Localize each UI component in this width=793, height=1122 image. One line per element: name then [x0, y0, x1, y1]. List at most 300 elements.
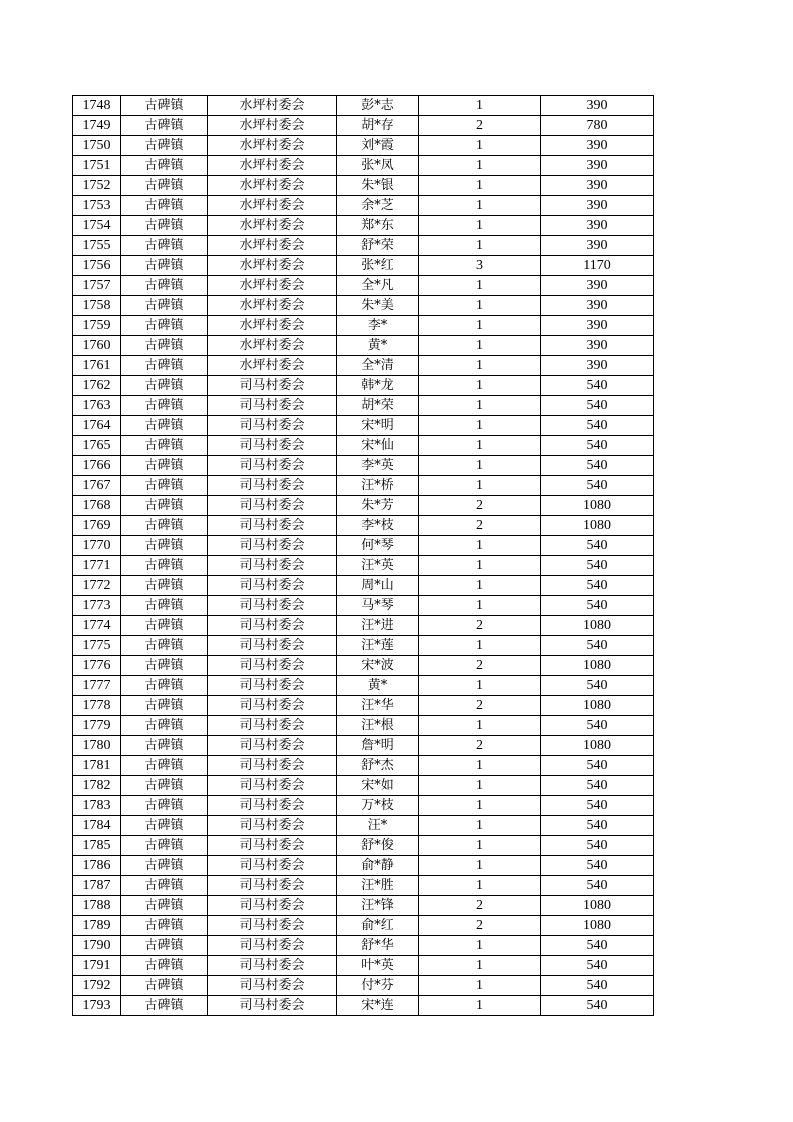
table-row [73, 656, 654, 676]
amount-cell: 540 [541, 576, 654, 596]
row-number-cell: 1771 [73, 556, 121, 576]
count-cell: 1 [419, 136, 541, 156]
name-cell: 周*山 [337, 576, 419, 596]
table-row [73, 276, 654, 296]
village-committee-cell: 司马村委会 [208, 736, 337, 756]
name-cell: 刘*霞 [337, 136, 419, 156]
count-cell: 1 [419, 216, 541, 236]
name-cell: 胡*存 [337, 116, 419, 136]
village-committee-cell: 司马村委会 [208, 696, 337, 716]
village-committee-cell: 司马村委会 [208, 596, 337, 616]
village-committee-cell: 司马村委会 [208, 836, 337, 856]
row-number-cell: 1793 [73, 996, 121, 1016]
name-cell: 舒*杰 [337, 756, 419, 776]
town-cell: 古碑镇 [121, 356, 208, 376]
row-number-cell: 1790 [73, 936, 121, 956]
village-committee-cell: 司马村委会 [208, 756, 337, 776]
town-cell: 古碑镇 [121, 756, 208, 776]
table-row [73, 316, 654, 336]
village-committee-cell: 司马村委会 [208, 936, 337, 956]
village-committee-cell: 水坪村委会 [208, 136, 337, 156]
town-cell: 古碑镇 [121, 836, 208, 856]
count-cell: 2 [419, 116, 541, 136]
name-cell: 郑*东 [337, 216, 419, 236]
town-cell: 古碑镇 [121, 456, 208, 476]
table-row [73, 676, 654, 696]
count-cell: 2 [419, 696, 541, 716]
town-cell: 古碑镇 [121, 796, 208, 816]
table-row [73, 876, 654, 896]
town-cell: 古碑镇 [121, 896, 208, 916]
village-committee-cell: 司马村委会 [208, 496, 337, 516]
row-number-cell: 1773 [73, 596, 121, 616]
village-committee-cell: 司马村委会 [208, 656, 337, 676]
count-cell: 1 [419, 596, 541, 616]
table-row [73, 616, 654, 636]
amount-cell: 540 [541, 796, 654, 816]
amount-cell: 540 [541, 476, 654, 496]
count-cell: 2 [419, 616, 541, 636]
village-committee-cell: 司马村委会 [208, 776, 337, 796]
row-number-cell: 1770 [73, 536, 121, 556]
amount-cell: 540 [541, 376, 654, 396]
town-cell: 古碑镇 [121, 656, 208, 676]
table-row [73, 796, 654, 816]
name-cell: 付*芬 [337, 976, 419, 996]
count-cell: 1 [419, 356, 541, 376]
town-cell: 古碑镇 [121, 816, 208, 836]
row-number-cell: 1776 [73, 656, 121, 676]
name-cell: 詹*明 [337, 736, 419, 756]
name-cell: 汪*桥 [337, 476, 419, 496]
amount-cell: 390 [541, 136, 654, 156]
name-cell: 全*清 [337, 356, 419, 376]
row-number-cell: 1750 [73, 136, 121, 156]
count-cell: 1 [419, 956, 541, 976]
town-cell: 古碑镇 [121, 616, 208, 636]
town-cell: 古碑镇 [121, 936, 208, 956]
name-cell: 汪*锋 [337, 896, 419, 916]
village-committee-cell: 司马村委会 [208, 896, 337, 916]
name-cell: 汪*莲 [337, 636, 419, 656]
village-committee-cell: 水坪村委会 [208, 116, 337, 136]
town-cell: 古碑镇 [121, 996, 208, 1016]
village-committee-cell: 水坪村委会 [208, 256, 337, 276]
name-cell: 张*红 [337, 256, 419, 276]
amount-cell: 390 [541, 156, 654, 176]
amount-cell: 540 [541, 716, 654, 736]
row-number-cell: 1779 [73, 716, 121, 736]
count-cell: 1 [419, 276, 541, 296]
row-number-cell: 1792 [73, 976, 121, 996]
row-number-cell: 1782 [73, 776, 121, 796]
table-row [73, 596, 654, 616]
village-committee-cell: 水坪村委会 [208, 276, 337, 296]
village-committee-cell: 司马村委会 [208, 516, 337, 536]
name-cell: 朱*银 [337, 176, 419, 196]
row-number-cell: 1785 [73, 836, 121, 856]
amount-cell: 390 [541, 96, 654, 116]
row-number-cell: 1749 [73, 116, 121, 136]
town-cell: 古碑镇 [121, 116, 208, 136]
count-cell: 1 [419, 456, 541, 476]
count-cell: 1 [419, 376, 541, 396]
row-number-cell: 1759 [73, 316, 121, 336]
name-cell: 汪*华 [337, 696, 419, 716]
amount-cell: 1080 [541, 496, 654, 516]
town-cell: 古碑镇 [121, 156, 208, 176]
town-cell: 古碑镇 [121, 556, 208, 576]
name-cell: 汪*胜 [337, 876, 419, 896]
row-number-cell: 1783 [73, 796, 121, 816]
amount-cell: 1170 [541, 256, 654, 276]
row-number-cell: 1784 [73, 816, 121, 836]
table-row [73, 736, 654, 756]
row-number-cell: 1762 [73, 376, 121, 396]
table-row [73, 416, 654, 436]
town-cell: 古碑镇 [121, 576, 208, 596]
amount-cell: 1080 [541, 896, 654, 916]
count-cell: 1 [419, 856, 541, 876]
amount-cell: 540 [541, 456, 654, 476]
town-cell: 古碑镇 [121, 256, 208, 276]
row-number-cell: 1766 [73, 456, 121, 476]
town-cell: 古碑镇 [121, 336, 208, 356]
table-body [73, 96, 654, 1016]
name-cell: 彭*志 [337, 96, 419, 116]
table-row [73, 136, 654, 156]
row-number-cell: 1752 [73, 176, 121, 196]
town-cell: 古碑镇 [121, 676, 208, 696]
name-cell: 朱*芳 [337, 496, 419, 516]
count-cell: 2 [419, 516, 541, 536]
town-cell: 古碑镇 [121, 276, 208, 296]
table-row [73, 336, 654, 356]
count-cell: 2 [419, 736, 541, 756]
count-cell: 1 [419, 636, 541, 656]
count-cell: 1 [419, 836, 541, 856]
row-number-cell: 1786 [73, 856, 121, 876]
name-cell: 黄* [337, 676, 419, 696]
village-committee-cell: 司马村委会 [208, 476, 337, 496]
name-cell: 俞*红 [337, 916, 419, 936]
name-cell: 宋*明 [337, 416, 419, 436]
row-number-cell: 1764 [73, 416, 121, 436]
count-cell: 1 [419, 336, 541, 356]
village-committee-cell: 司马村委会 [208, 536, 337, 556]
row-number-cell: 1780 [73, 736, 121, 756]
row-number-cell: 1760 [73, 336, 121, 356]
town-cell: 古碑镇 [121, 856, 208, 876]
amount-cell: 780 [541, 116, 654, 136]
table-row [73, 476, 654, 496]
name-cell: 舒*荣 [337, 236, 419, 256]
count-cell: 1 [419, 576, 541, 596]
table-row [73, 516, 654, 536]
table-row [73, 896, 654, 916]
amount-cell: 540 [541, 956, 654, 976]
village-committee-cell: 水坪村委会 [208, 96, 337, 116]
town-cell: 古碑镇 [121, 216, 208, 236]
amount-cell: 540 [541, 556, 654, 576]
row-number-cell: 1777 [73, 676, 121, 696]
amount-cell: 1080 [541, 516, 654, 536]
village-committee-cell: 水坪村委会 [208, 176, 337, 196]
village-committee-cell: 司马村委会 [208, 416, 337, 436]
row-number-cell: 1769 [73, 516, 121, 536]
amount-cell: 390 [541, 236, 654, 256]
count-cell: 1 [419, 996, 541, 1016]
village-committee-cell: 司马村委会 [208, 916, 337, 936]
table-row [73, 216, 654, 236]
town-cell: 古碑镇 [121, 596, 208, 616]
name-cell: 宋*波 [337, 656, 419, 676]
village-committee-cell: 司马村委会 [208, 456, 337, 476]
count-cell: 2 [419, 656, 541, 676]
count-cell: 1 [419, 176, 541, 196]
village-committee-cell: 司马村委会 [208, 856, 337, 876]
amount-cell: 540 [541, 876, 654, 896]
row-number-cell: 1758 [73, 296, 121, 316]
table-row [73, 856, 654, 876]
town-cell: 古碑镇 [121, 236, 208, 256]
amount-cell: 390 [541, 356, 654, 376]
name-cell: 黄* [337, 336, 419, 356]
amount-cell: 390 [541, 196, 654, 216]
table-row [73, 536, 654, 556]
table-row [73, 496, 654, 516]
table-row [73, 696, 654, 716]
amount-cell: 540 [541, 676, 654, 696]
count-cell: 1 [419, 776, 541, 796]
amount-cell: 540 [541, 976, 654, 996]
village-committee-cell: 司马村委会 [208, 556, 337, 576]
village-committee-cell: 司马村委会 [208, 676, 337, 696]
count-cell: 1 [419, 676, 541, 696]
table-row [73, 716, 654, 736]
count-cell: 1 [419, 416, 541, 436]
count-cell: 1 [419, 756, 541, 776]
table-row [73, 436, 654, 456]
name-cell: 李* [337, 316, 419, 336]
village-committee-cell: 水坪村委会 [208, 216, 337, 236]
count-cell: 1 [419, 236, 541, 256]
town-cell: 古碑镇 [121, 416, 208, 436]
table-row [73, 396, 654, 416]
row-number-cell: 1789 [73, 916, 121, 936]
town-cell: 古碑镇 [121, 296, 208, 316]
village-committee-cell: 水坪村委会 [208, 196, 337, 216]
village-committee-cell: 司马村委会 [208, 816, 337, 836]
name-cell: 李*英 [337, 456, 419, 476]
row-number-cell: 1761 [73, 356, 121, 376]
village-committee-cell: 司马村委会 [208, 796, 337, 816]
count-cell: 1 [419, 476, 541, 496]
name-cell: 俞*静 [337, 856, 419, 876]
village-committee-cell: 司马村委会 [208, 716, 337, 736]
table-row [73, 356, 654, 376]
name-cell: 宋*如 [337, 776, 419, 796]
amount-cell: 390 [541, 216, 654, 236]
name-cell: 朱*美 [337, 296, 419, 316]
amount-cell: 540 [541, 996, 654, 1016]
name-cell: 张*凤 [337, 156, 419, 176]
town-cell: 古碑镇 [121, 716, 208, 736]
village-committee-cell: 司马村委会 [208, 956, 337, 976]
row-number-cell: 1772 [73, 576, 121, 596]
town-cell: 古碑镇 [121, 176, 208, 196]
name-cell: 舒*华 [337, 936, 419, 956]
count-cell: 1 [419, 816, 541, 836]
row-number-cell: 1754 [73, 216, 121, 236]
amount-cell: 540 [541, 856, 654, 876]
table-row [73, 456, 654, 476]
town-cell: 古碑镇 [121, 876, 208, 896]
count-cell: 2 [419, 496, 541, 516]
row-number-cell: 1757 [73, 276, 121, 296]
count-cell: 1 [419, 716, 541, 736]
count-cell: 1 [419, 436, 541, 456]
town-cell: 古碑镇 [121, 436, 208, 456]
row-number-cell: 1755 [73, 236, 121, 256]
amount-cell: 540 [541, 836, 654, 856]
name-cell: 宋*仙 [337, 436, 419, 456]
count-cell: 1 [419, 196, 541, 216]
town-cell: 古碑镇 [121, 196, 208, 216]
amount-cell: 1080 [541, 656, 654, 676]
village-committee-cell: 水坪村委会 [208, 296, 337, 316]
row-number-cell: 1768 [73, 496, 121, 516]
amount-cell: 540 [541, 436, 654, 456]
town-cell: 古碑镇 [121, 136, 208, 156]
count-cell: 1 [419, 936, 541, 956]
row-number-cell: 1763 [73, 396, 121, 416]
village-committee-cell: 水坪村委会 [208, 336, 337, 356]
count-cell: 1 [419, 976, 541, 996]
village-committee-cell: 司马村委会 [208, 876, 337, 896]
amount-cell: 390 [541, 276, 654, 296]
village-committee-cell: 司马村委会 [208, 976, 337, 996]
village-committee-cell: 司马村委会 [208, 616, 337, 636]
village-committee-cell: 司马村委会 [208, 396, 337, 416]
table-row [73, 156, 654, 176]
amount-cell: 390 [541, 316, 654, 336]
row-number-cell: 1791 [73, 956, 121, 976]
town-cell: 古碑镇 [121, 476, 208, 496]
village-committee-cell: 司马村委会 [208, 636, 337, 656]
amount-cell: 1080 [541, 916, 654, 936]
count-cell: 2 [419, 916, 541, 936]
village-committee-cell: 司马村委会 [208, 996, 337, 1016]
name-cell: 韩*龙 [337, 376, 419, 396]
amount-cell: 540 [541, 396, 654, 416]
amount-cell: 1080 [541, 736, 654, 756]
table-row [73, 556, 654, 576]
data-table [72, 95, 654, 1016]
table-row [73, 376, 654, 396]
name-cell: 余*芝 [337, 196, 419, 216]
table-row [73, 816, 654, 836]
row-number-cell: 1767 [73, 476, 121, 496]
row-number-cell: 1787 [73, 876, 121, 896]
village-committee-cell: 水坪村委会 [208, 356, 337, 376]
table-row [73, 116, 654, 136]
village-committee-cell: 水坪村委会 [208, 156, 337, 176]
name-cell: 李*枝 [337, 516, 419, 536]
amount-cell: 390 [541, 176, 654, 196]
town-cell: 古碑镇 [121, 636, 208, 656]
name-cell: 汪* [337, 816, 419, 836]
row-number-cell: 1765 [73, 436, 121, 456]
count-cell: 1 [419, 876, 541, 896]
name-cell: 万*枝 [337, 796, 419, 816]
amount-cell: 540 [541, 776, 654, 796]
town-cell: 古碑镇 [121, 516, 208, 536]
name-cell: 宋*连 [337, 996, 419, 1016]
name-cell: 汪*根 [337, 716, 419, 736]
amount-cell: 540 [541, 756, 654, 776]
town-cell: 古碑镇 [121, 316, 208, 336]
town-cell: 古碑镇 [121, 376, 208, 396]
row-number-cell: 1753 [73, 196, 121, 216]
table-row [73, 256, 654, 276]
village-committee-cell: 司马村委会 [208, 576, 337, 596]
village-committee-cell: 水坪村委会 [208, 316, 337, 336]
town-cell: 古碑镇 [121, 96, 208, 116]
count-cell: 3 [419, 256, 541, 276]
amount-cell: 540 [541, 596, 654, 616]
table-row [73, 916, 654, 936]
amount-cell: 540 [541, 816, 654, 836]
name-cell: 叶*英 [337, 956, 419, 976]
name-cell: 汪*进 [337, 616, 419, 636]
name-cell: 何*琴 [337, 536, 419, 556]
name-cell: 全*凡 [337, 276, 419, 296]
count-cell: 1 [419, 796, 541, 816]
table-row [73, 236, 654, 256]
table-row [73, 936, 654, 956]
table-row [73, 576, 654, 596]
table-row [73, 976, 654, 996]
count-cell: 1 [419, 96, 541, 116]
amount-cell: 390 [541, 296, 654, 316]
row-number-cell: 1756 [73, 256, 121, 276]
row-number-cell: 1748 [73, 96, 121, 116]
row-number-cell: 1778 [73, 696, 121, 716]
name-cell: 舒*俊 [337, 836, 419, 856]
row-number-cell: 1774 [73, 616, 121, 636]
table-row [73, 296, 654, 316]
town-cell: 古碑镇 [121, 536, 208, 556]
amount-cell: 390 [541, 336, 654, 356]
row-number-cell: 1751 [73, 156, 121, 176]
town-cell: 古碑镇 [121, 776, 208, 796]
table-row [73, 96, 654, 116]
count-cell: 1 [419, 556, 541, 576]
count-cell: 1 [419, 316, 541, 336]
table-row [73, 196, 654, 216]
count-cell: 2 [419, 896, 541, 916]
village-committee-cell: 水坪村委会 [208, 236, 337, 256]
name-cell: 汪*英 [337, 556, 419, 576]
amount-cell: 540 [541, 536, 654, 556]
count-cell: 1 [419, 156, 541, 176]
amount-cell: 540 [541, 416, 654, 436]
count-cell: 1 [419, 296, 541, 316]
row-number-cell: 1775 [73, 636, 121, 656]
amount-cell: 540 [541, 636, 654, 656]
village-committee-cell: 司马村委会 [208, 376, 337, 396]
